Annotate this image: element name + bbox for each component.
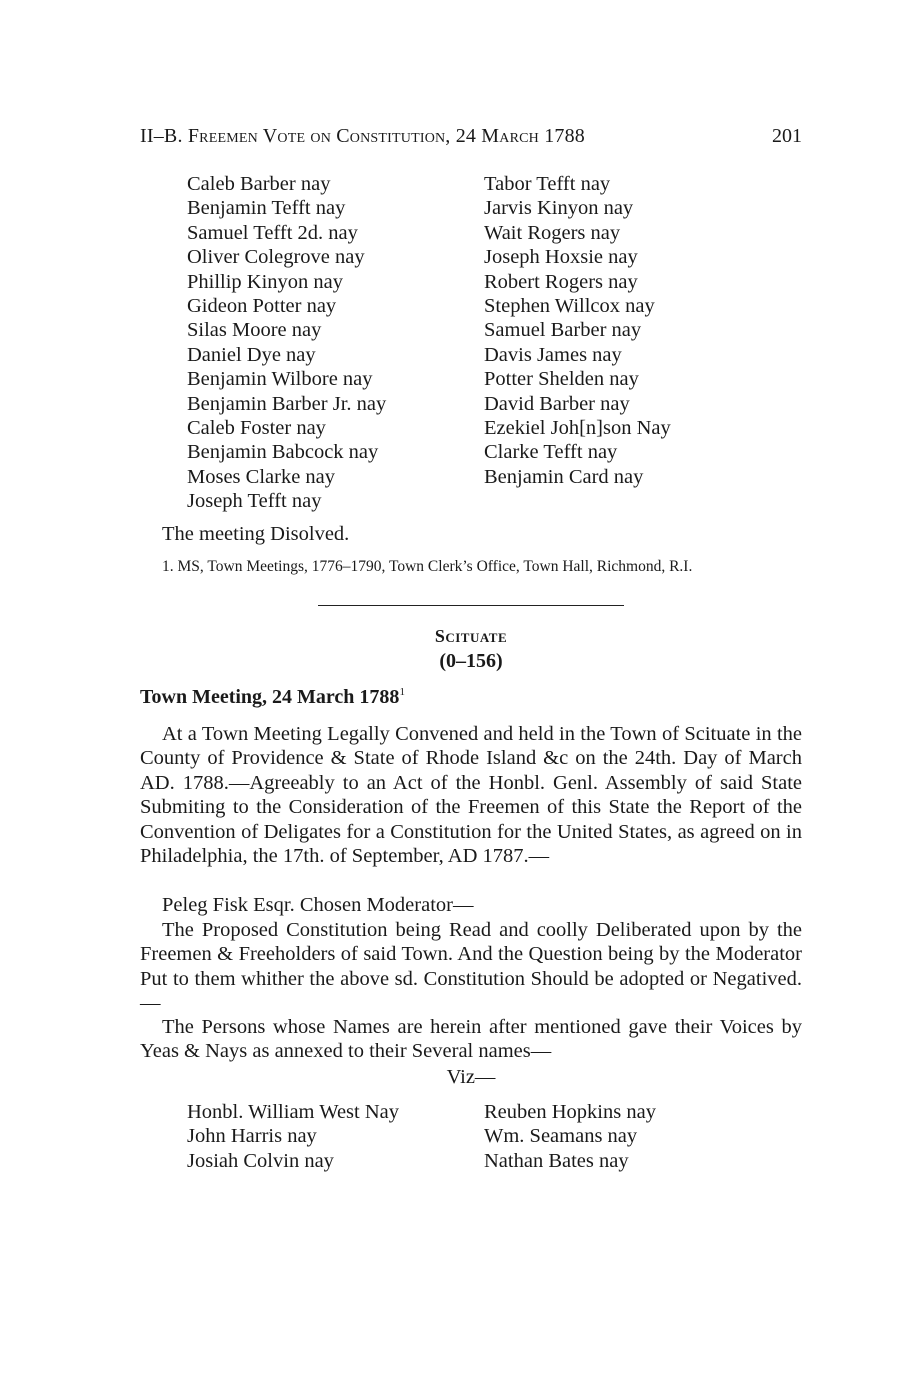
section-title: Scituate bbox=[434, 626, 508, 646]
voter-entry: Nathan Bates nay bbox=[484, 1149, 629, 1172]
meeting-heading-text: Town Meeting, 24 March 1788 bbox=[140, 686, 400, 708]
viz-label: Viz— bbox=[446, 1066, 496, 1088]
voter-entry: Daniel Dye nay bbox=[187, 343, 316, 366]
voter-entry: Samuel Tefft 2d. nay bbox=[187, 221, 358, 244]
voter-entry: Benjamin Barber Jr. nay bbox=[187, 392, 387, 415]
voter-entry: Benjamin Tefft nay bbox=[187, 197, 346, 220]
running-title: II–B. Freemen Vote on Constitution, 24 March 1788 bbox=[140, 125, 585, 147]
footnote: 1. MS, Town Meetings, 1776–1790, Town Clerk’s Office, Town Hall, Richmond, R.I. bbox=[162, 558, 693, 575]
meeting-heading bbox=[140, 686, 405, 709]
voter-entry: Benjamin Card nay bbox=[484, 465, 644, 488]
voter-entry: Potter Shelden nay bbox=[484, 368, 639, 391]
voter-entry: Caleb Foster nay bbox=[187, 417, 326, 440]
voter-entry: Wm. Seamans nay bbox=[484, 1125, 638, 1148]
voter-entry: Benjamin Wilbore nay bbox=[187, 368, 373, 391]
voter-entry: Davis James nay bbox=[484, 343, 622, 366]
paragraph-4: The Persons whose Names are herein after mentioned gave their Voices by Yeas & Nays as annexed to their Several names— bbox=[140, 1016, 802, 1063]
scituate-vote-column-2 bbox=[484, 1100, 656, 1173]
voter-entry: Clarke Tefft nay bbox=[484, 441, 618, 464]
voter-entry: Jarvis Kinyon nay bbox=[484, 197, 634, 220]
voter-entry: Wait Rogers nay bbox=[484, 221, 621, 244]
paragraph-2: Peleg Fisk Esqr. Chosen Moderator— bbox=[162, 894, 474, 916]
voter-entry: Moses Clarke nay bbox=[187, 465, 336, 488]
voter-entry: David Barber nay bbox=[484, 392, 630, 415]
voter-entry: Oliver Colegrove nay bbox=[187, 246, 365, 269]
section-divider bbox=[318, 605, 624, 606]
voter-entry: Stephen Willcox nay bbox=[484, 295, 655, 318]
voter-entry: Phillip Kinyon nay bbox=[187, 270, 344, 293]
page-number: 201 bbox=[772, 125, 802, 147]
voter-entry: Joseph Tefft nay bbox=[187, 490, 322, 513]
voter-entry: Reuben Hopkins nay bbox=[484, 1101, 656, 1123]
voter-entry: Joseph Hoxsie nay bbox=[484, 246, 638, 269]
voter-entry: Samuel Barber nay bbox=[484, 319, 642, 342]
paragraph-3: The Proposed Constitution being Read and coolly Deliberated upon by the Freemen & Freeholders of said Town. And the Question being by the Moderator Put to them whither the above sd. Constitution Should be adopted or Negatived.— bbox=[140, 919, 802, 1015]
footnote-marker: 1 bbox=[399, 686, 405, 698]
section-vote-count: (0–156) bbox=[439, 650, 503, 672]
meeting-dissolved: The meeting Disolved. bbox=[162, 523, 350, 545]
scituate-vote-column-1 bbox=[187, 1100, 399, 1173]
voter-entry: Benjamin Babcock nay bbox=[187, 441, 379, 464]
voter-entry: Caleb Barber nay bbox=[187, 173, 331, 195]
voter-entry: Silas Moore nay bbox=[187, 319, 322, 342]
paragraph-1: At a Town Meeting Legally Convened and held in the Town of Scituate in the County of Providence & State of Rhode Island &c on the 24th. Day of March AD. 1788.—Agreeably to an Act of the Honbl. Genl. Assembly of said State Submiting to the Consideration of the Freemen of this State the Report of the Convention of Deligates for a Constitution for the United States, as agreed on in Philadelphia, the 17th. of September, AD 1787.— bbox=[140, 723, 802, 868]
richmond-vote-column-2 bbox=[484, 172, 671, 489]
voter-entry: Gideon Potter nay bbox=[187, 295, 337, 318]
voter-entry: Tabor Tefft nay bbox=[484, 173, 611, 195]
voter-entry: Josiah Colvin nay bbox=[187, 1149, 334, 1172]
voter-entry: Ezekiel Joh[n]son Nay bbox=[484, 417, 671, 440]
voter-entry: Honbl. William West Nay bbox=[187, 1101, 399, 1123]
voter-entry: John Harris nay bbox=[187, 1125, 317, 1148]
voter-entry: Robert Rogers nay bbox=[484, 270, 638, 293]
richmond-vote-column-1 bbox=[187, 172, 386, 514]
